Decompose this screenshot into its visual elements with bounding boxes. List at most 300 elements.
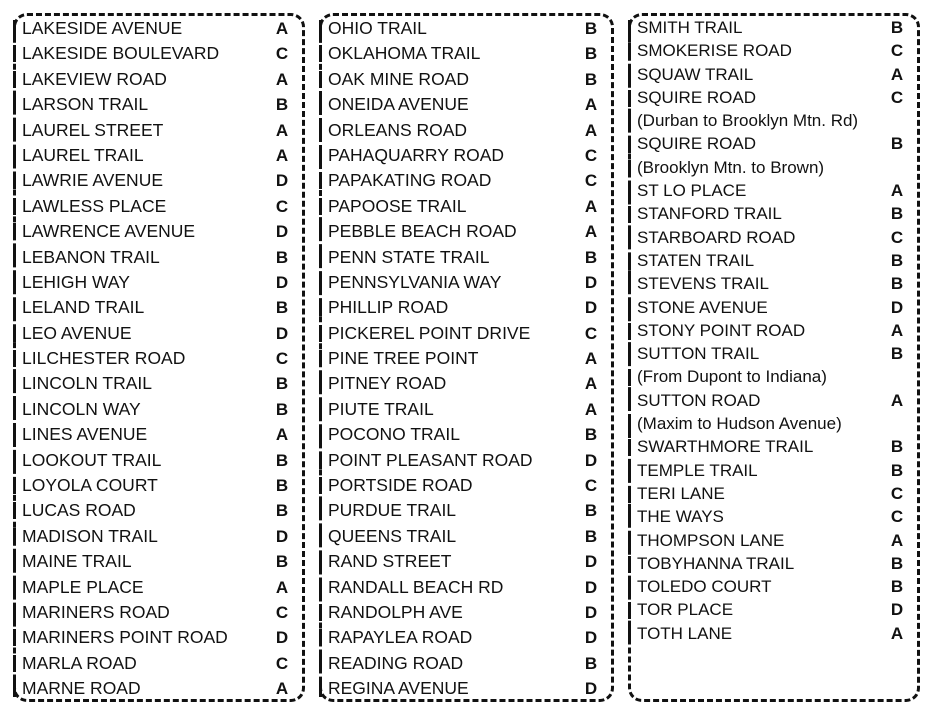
- street-name: QUEENS TRAIL: [328, 525, 457, 546]
- street-code: D: [890, 297, 904, 317]
- row-margin-mark: [13, 96, 16, 113]
- street-code: B: [890, 134, 904, 154]
- row-margin-mark: [319, 20, 322, 37]
- street-code: D: [584, 272, 598, 292]
- street-code: B: [584, 44, 598, 64]
- street-name: SQUIRE ROAD: [637, 134, 757, 154]
- street-name: LAUREL TRAIL: [22, 144, 144, 165]
- street-code: B: [275, 374, 289, 394]
- street-row: [322, 41, 611, 66]
- row-margin-mark: [13, 122, 16, 139]
- street-row: [16, 498, 302, 523]
- street-row: [631, 505, 917, 528]
- street-name: READING ROAD: [328, 652, 464, 673]
- street-code: C: [275, 602, 289, 622]
- street-row: [631, 412, 917, 435]
- street-name: TEMPLE TRAIL: [637, 460, 758, 480]
- street-code: A: [890, 320, 904, 340]
- row-margin-mark: [628, 509, 631, 526]
- row-margin-mark: [628, 113, 631, 130]
- street-row: [322, 16, 611, 41]
- street-name: PORTSIDE ROAD: [328, 475, 473, 496]
- street-name: PIUTE TRAIL: [328, 398, 434, 419]
- street-code: A: [584, 222, 598, 242]
- street-code: B: [890, 553, 904, 573]
- row-margin-mark: [13, 680, 16, 697]
- street-name: STATEN TRAIL: [637, 250, 755, 270]
- street-name: LAWLESS PLACE: [22, 195, 167, 216]
- street-row: [631, 552, 917, 575]
- row-margin-mark: [628, 369, 631, 386]
- row-margin-mark: [628, 230, 631, 247]
- row-margin-mark: [319, 375, 322, 392]
- street-row: [16, 16, 302, 41]
- street-row: [631, 598, 917, 621]
- street-name: ST LO PLACE: [637, 181, 747, 201]
- street-row: [322, 422, 611, 447]
- street-code: D: [275, 526, 289, 546]
- street-code: B: [275, 247, 289, 267]
- street-row: [631, 459, 917, 482]
- street-row: [322, 295, 611, 320]
- street-row: [16, 245, 302, 270]
- row-margin-mark: [319, 147, 322, 164]
- street-row: [322, 473, 611, 498]
- street-name: LOOKOUT TRAIL: [22, 449, 162, 470]
- street-name: SWARTHMORE TRAIL: [637, 437, 814, 457]
- street-name: RAND STREET: [328, 551, 452, 572]
- street-row: [322, 118, 611, 143]
- street-name: STANFORD TRAIL: [637, 204, 782, 224]
- street-row: [631, 109, 917, 132]
- row-margin-mark: [319, 223, 322, 240]
- street-row: [16, 67, 302, 92]
- street-row: [16, 168, 302, 193]
- street-name: ORLEANS ROAD: [328, 119, 468, 140]
- street-name: LINCOLN WAY: [22, 398, 141, 419]
- street-code: B: [584, 69, 598, 89]
- street-code: B: [584, 247, 598, 267]
- street-code: A: [890, 390, 904, 410]
- row-margin-mark: [13, 502, 16, 519]
- street-code: A: [584, 399, 598, 419]
- street-name: MARINERS POINT ROAD: [22, 627, 228, 648]
- street-name: RANDALL BEACH RD: [328, 576, 504, 597]
- row-margin-mark: [628, 90, 631, 107]
- row-margin-mark: [13, 375, 16, 392]
- street-row: [322, 143, 611, 168]
- street-row: [631, 482, 917, 505]
- street-code: C: [275, 653, 289, 673]
- street-name: SQUAW TRAIL: [637, 64, 754, 84]
- street-row: [16, 321, 302, 346]
- street-name: TOTH LANE: [637, 623, 733, 643]
- row-margin-mark: [13, 20, 16, 37]
- street-row: [322, 321, 611, 346]
- street-name: LEHIGH WAY: [22, 271, 130, 292]
- street-row: [322, 498, 611, 523]
- street-code: A: [890, 64, 904, 84]
- street-code: A: [275, 19, 289, 38]
- street-row: [16, 575, 302, 600]
- street-name: SUTTON TRAIL: [637, 344, 760, 364]
- row-margin-mark: [628, 323, 631, 340]
- street-list: [16, 16, 302, 702]
- street-code: A: [275, 577, 289, 597]
- street-row: [16, 194, 302, 219]
- street-code: B: [275, 399, 289, 419]
- street-list-panel-3: [628, 13, 920, 702]
- row-margin-mark: [628, 300, 631, 317]
- street-name: LOYOLA COURT: [22, 475, 158, 496]
- street-code: A: [584, 196, 598, 216]
- street-code: C: [584, 145, 598, 165]
- row-margin-mark: [13, 172, 16, 189]
- row-margin-mark: [13, 528, 16, 545]
- street-code: A: [584, 95, 598, 115]
- street-code: C: [275, 196, 289, 216]
- street-row: [16, 92, 302, 117]
- street-row: [631, 16, 917, 39]
- row-margin-mark: [319, 604, 322, 621]
- street-row: [631, 132, 917, 155]
- street-name: PENN STATE TRAIL: [328, 246, 490, 267]
- street-code: B: [890, 460, 904, 480]
- street-row: [631, 272, 917, 295]
- street-code: A: [275, 679, 289, 699]
- street-row: [322, 676, 611, 701]
- street-name: LINCOLN TRAIL: [22, 373, 152, 394]
- row-margin-mark: [319, 96, 322, 113]
- street-name: MAINE TRAIL: [22, 551, 132, 572]
- street-name: LEO AVENUE: [22, 322, 132, 343]
- street-code: D: [275, 222, 289, 242]
- street-name: SUTTON ROAD: [637, 390, 761, 410]
- street-name: PAPOOSE TRAIL: [328, 195, 467, 216]
- row-margin-mark: [628, 183, 631, 200]
- street-row: [16, 600, 302, 625]
- street-name: STONY POINT ROAD: [637, 320, 806, 340]
- street-code: B: [890, 18, 904, 37]
- street-row: [322, 168, 611, 193]
- street-code: D: [584, 602, 598, 622]
- street-list: [322, 16, 611, 702]
- street-name: (Brooklyn Mtn. to Brown): [637, 157, 825, 177]
- street-code: B: [890, 204, 904, 224]
- street-name: TOBYHANNA TRAIL: [637, 553, 795, 573]
- street-name: LAUREL STREET: [22, 119, 164, 140]
- street-code: D: [584, 450, 598, 470]
- street-row: [322, 397, 611, 422]
- street-name: LELAND TRAIL: [22, 297, 145, 318]
- street-row: [631, 342, 917, 365]
- street-code: C: [584, 323, 598, 343]
- street-name: TOR PLACE: [637, 600, 734, 620]
- street-code: A: [275, 69, 289, 89]
- street-code: A: [584, 374, 598, 394]
- street-row: [16, 473, 302, 498]
- street-name: PURDUE TRAIL: [328, 500, 457, 521]
- street-code: A: [275, 145, 289, 165]
- street-code: B: [275, 552, 289, 572]
- street-code: A: [890, 623, 904, 643]
- row-margin-mark: [628, 276, 631, 293]
- street-name: PAHAQUARRY ROAD: [328, 144, 505, 165]
- street-row: [631, 575, 917, 598]
- street-code: A: [275, 120, 289, 140]
- street-code: A: [890, 530, 904, 550]
- street-name: MARINERS ROAD: [22, 601, 170, 622]
- street-name: OKLAHOMA TRAIL: [328, 43, 481, 64]
- row-margin-mark: [319, 45, 322, 62]
- row-margin-mark: [319, 274, 322, 291]
- street-code: B: [275, 476, 289, 496]
- street-name: MARLA ROAD: [22, 652, 137, 673]
- street-code: C: [890, 507, 904, 527]
- street-row: [631, 389, 917, 412]
- row-margin-mark: [13, 299, 16, 316]
- street-code: D: [275, 323, 289, 343]
- row-margin-mark: [13, 350, 16, 367]
- street-row: [16, 448, 302, 473]
- street-row: [16, 397, 302, 422]
- street-row: [631, 529, 917, 552]
- row-margin-mark: [628, 439, 631, 456]
- street-row: [322, 625, 611, 650]
- row-margin-mark: [628, 486, 631, 503]
- street-name: PINE TREE POINT: [328, 348, 479, 369]
- street-code: C: [584, 171, 598, 191]
- street-code: B: [890, 344, 904, 364]
- street-name: TOLEDO COURT: [637, 577, 772, 597]
- row-margin-mark: [628, 253, 631, 270]
- street-code: B: [584, 425, 598, 445]
- street-code: A: [584, 349, 598, 369]
- street-row: [16, 549, 302, 574]
- street-name: RAPAYLEA ROAD: [328, 627, 473, 648]
- street-row: [322, 270, 611, 295]
- row-margin-mark: [319, 477, 322, 494]
- street-name: POINT PLEASANT ROAD: [328, 449, 533, 470]
- row-margin-mark: [628, 393, 631, 410]
- row-margin-mark: [13, 426, 16, 443]
- street-name: LAKEVIEW ROAD: [22, 68, 167, 89]
- row-margin-mark: [13, 452, 16, 469]
- street-row: [631, 622, 917, 645]
- street-code: A: [584, 120, 598, 140]
- row-margin-mark: [13, 274, 16, 291]
- street-row: [322, 194, 611, 219]
- street-row: [631, 202, 917, 225]
- street-code: D: [584, 628, 598, 648]
- street-code: D: [890, 600, 904, 620]
- row-margin-mark: [319, 172, 322, 189]
- street-row: [631, 435, 917, 458]
- street-code: D: [275, 171, 289, 191]
- street-name: (From Dupont to Indiana): [637, 367, 827, 387]
- row-margin-mark: [13, 629, 16, 646]
- street-code: D: [584, 577, 598, 597]
- street-row: [16, 41, 302, 66]
- street-row: [631, 365, 917, 388]
- street-code: B: [890, 250, 904, 270]
- street-row: [16, 651, 302, 676]
- street-name: LAWRENCE AVENUE: [22, 221, 196, 242]
- row-margin-mark: [319, 299, 322, 316]
- street-name: RANDOLPH AVE: [328, 601, 463, 622]
- street-name: ONEIDA AVENUE: [328, 94, 469, 115]
- row-margin-mark: [13, 604, 16, 621]
- street-code: B: [890, 577, 904, 597]
- street-name: PHILLIP ROAD: [328, 297, 449, 318]
- street-name: (Maxim to Hudson Avenue): [637, 414, 842, 434]
- street-code: C: [275, 349, 289, 369]
- row-margin-mark: [13, 579, 16, 596]
- street-row: [16, 295, 302, 320]
- row-margin-mark: [319, 502, 322, 519]
- row-margin-mark: [628, 43, 631, 60]
- row-margin-mark: [319, 426, 322, 443]
- street-code: A: [890, 181, 904, 201]
- street-row: [16, 219, 302, 244]
- street-row: [631, 156, 917, 179]
- row-margin-mark: [13, 325, 16, 342]
- street-code: C: [890, 483, 904, 503]
- street-name: THOMPSON LANE: [637, 530, 785, 550]
- street-row: [322, 600, 611, 625]
- street-code: D: [584, 552, 598, 572]
- street-name: OHIO TRAIL: [328, 18, 427, 38]
- street-code: B: [275, 450, 289, 470]
- street-name: STONE AVENUE: [637, 297, 768, 317]
- street-code: C: [890, 87, 904, 107]
- street-row: [322, 651, 611, 676]
- row-margin-mark: [13, 147, 16, 164]
- row-margin-mark: [319, 680, 322, 697]
- street-row: [16, 422, 302, 447]
- row-margin-mark: [319, 528, 322, 545]
- row-margin-mark: [319, 452, 322, 469]
- street-row: [631, 226, 917, 249]
- street-name: POCONO TRAIL: [328, 424, 460, 445]
- street-row: [631, 179, 917, 202]
- street-row: [322, 67, 611, 92]
- row-margin-mark: [319, 553, 322, 570]
- street-row: [631, 319, 917, 342]
- row-margin-mark: [628, 463, 631, 480]
- street-row: [16, 625, 302, 650]
- street-row: [16, 118, 302, 143]
- street-row: [322, 448, 611, 473]
- street-row: [322, 219, 611, 244]
- street-name: REGINA AVENUE: [328, 678, 469, 699]
- row-margin-mark: [319, 122, 322, 139]
- street-list: [631, 16, 917, 645]
- street-row: [631, 86, 917, 109]
- street-code: D: [584, 298, 598, 318]
- street-name: PENNSYLVANIA WAY: [328, 271, 502, 292]
- street-name: STARBOARD ROAD: [637, 227, 796, 247]
- street-name: LINES AVENUE: [22, 424, 148, 445]
- street-name: LUCAS ROAD: [22, 500, 136, 521]
- street-list-panel-2: [319, 13, 614, 702]
- row-margin-mark: [319, 71, 322, 88]
- row-margin-mark: [13, 477, 16, 494]
- street-code: B: [890, 274, 904, 294]
- street-name: SQUIRE ROAD: [637, 87, 757, 107]
- street-row: [631, 296, 917, 319]
- row-margin-mark: [628, 67, 631, 84]
- row-margin-mark: [13, 198, 16, 215]
- row-margin-mark: [319, 350, 322, 367]
- street-name: SMITH TRAIL: [637, 18, 743, 37]
- street-code: C: [890, 227, 904, 247]
- street-row: [16, 524, 302, 549]
- street-code: A: [275, 425, 289, 445]
- row-margin-mark: [13, 655, 16, 672]
- row-margin-mark: [628, 20, 631, 37]
- row-margin-mark: [319, 655, 322, 672]
- street-name: MARNE ROAD: [22, 678, 141, 699]
- row-margin-mark: [628, 416, 631, 433]
- street-row: [16, 143, 302, 168]
- street-code: C: [890, 41, 904, 61]
- street-code: B: [275, 501, 289, 521]
- street-row: [631, 249, 917, 272]
- row-margin-mark: [628, 556, 631, 573]
- street-name: SMOKERISE ROAD: [637, 41, 792, 61]
- street-name: PITNEY ROAD: [328, 373, 447, 394]
- row-margin-mark: [628, 206, 631, 223]
- row-margin-mark: [319, 401, 322, 418]
- row-margin-mark: [13, 45, 16, 62]
- street-row: [16, 346, 302, 371]
- street-code: B: [275, 95, 289, 115]
- street-name: LAKESIDE BOULEVARD: [22, 43, 220, 64]
- street-name: LARSON TRAIL: [22, 94, 149, 115]
- street-row: [16, 371, 302, 396]
- row-margin-mark: [319, 198, 322, 215]
- street-code: B: [584, 19, 598, 38]
- street-name: PAPAKATING ROAD: [328, 170, 492, 191]
- row-margin-mark: [628, 579, 631, 596]
- row-margin-mark: [319, 325, 322, 342]
- row-margin-mark: [319, 249, 322, 266]
- street-name: THE WAYS: [637, 507, 724, 527]
- street-row: [322, 92, 611, 117]
- street-row: [322, 549, 611, 574]
- street-name: OAK MINE ROAD: [328, 68, 469, 89]
- row-margin-mark: [628, 602, 631, 619]
- row-margin-mark: [628, 346, 631, 363]
- row-margin-mark: [13, 401, 16, 418]
- street-name: LAWRIE AVENUE: [22, 170, 164, 191]
- street-name: LILCHESTER ROAD: [22, 348, 186, 369]
- street-name: (Durban to Brooklyn Mtn. Rd): [637, 111, 859, 131]
- row-margin-mark: [13, 223, 16, 240]
- street-row: [16, 270, 302, 295]
- street-code: C: [275, 44, 289, 64]
- street-code: D: [275, 272, 289, 292]
- street-name: STEVENS TRAIL: [637, 274, 769, 294]
- street-name: PEBBLE BEACH ROAD: [328, 221, 517, 242]
- street-name: LEBANON TRAIL: [22, 246, 160, 267]
- street-name: MADISON TRAIL: [22, 525, 158, 546]
- street-code: C: [584, 476, 598, 496]
- street-code: B: [275, 298, 289, 318]
- row-margin-mark: [13, 71, 16, 88]
- street-row: [631, 63, 917, 86]
